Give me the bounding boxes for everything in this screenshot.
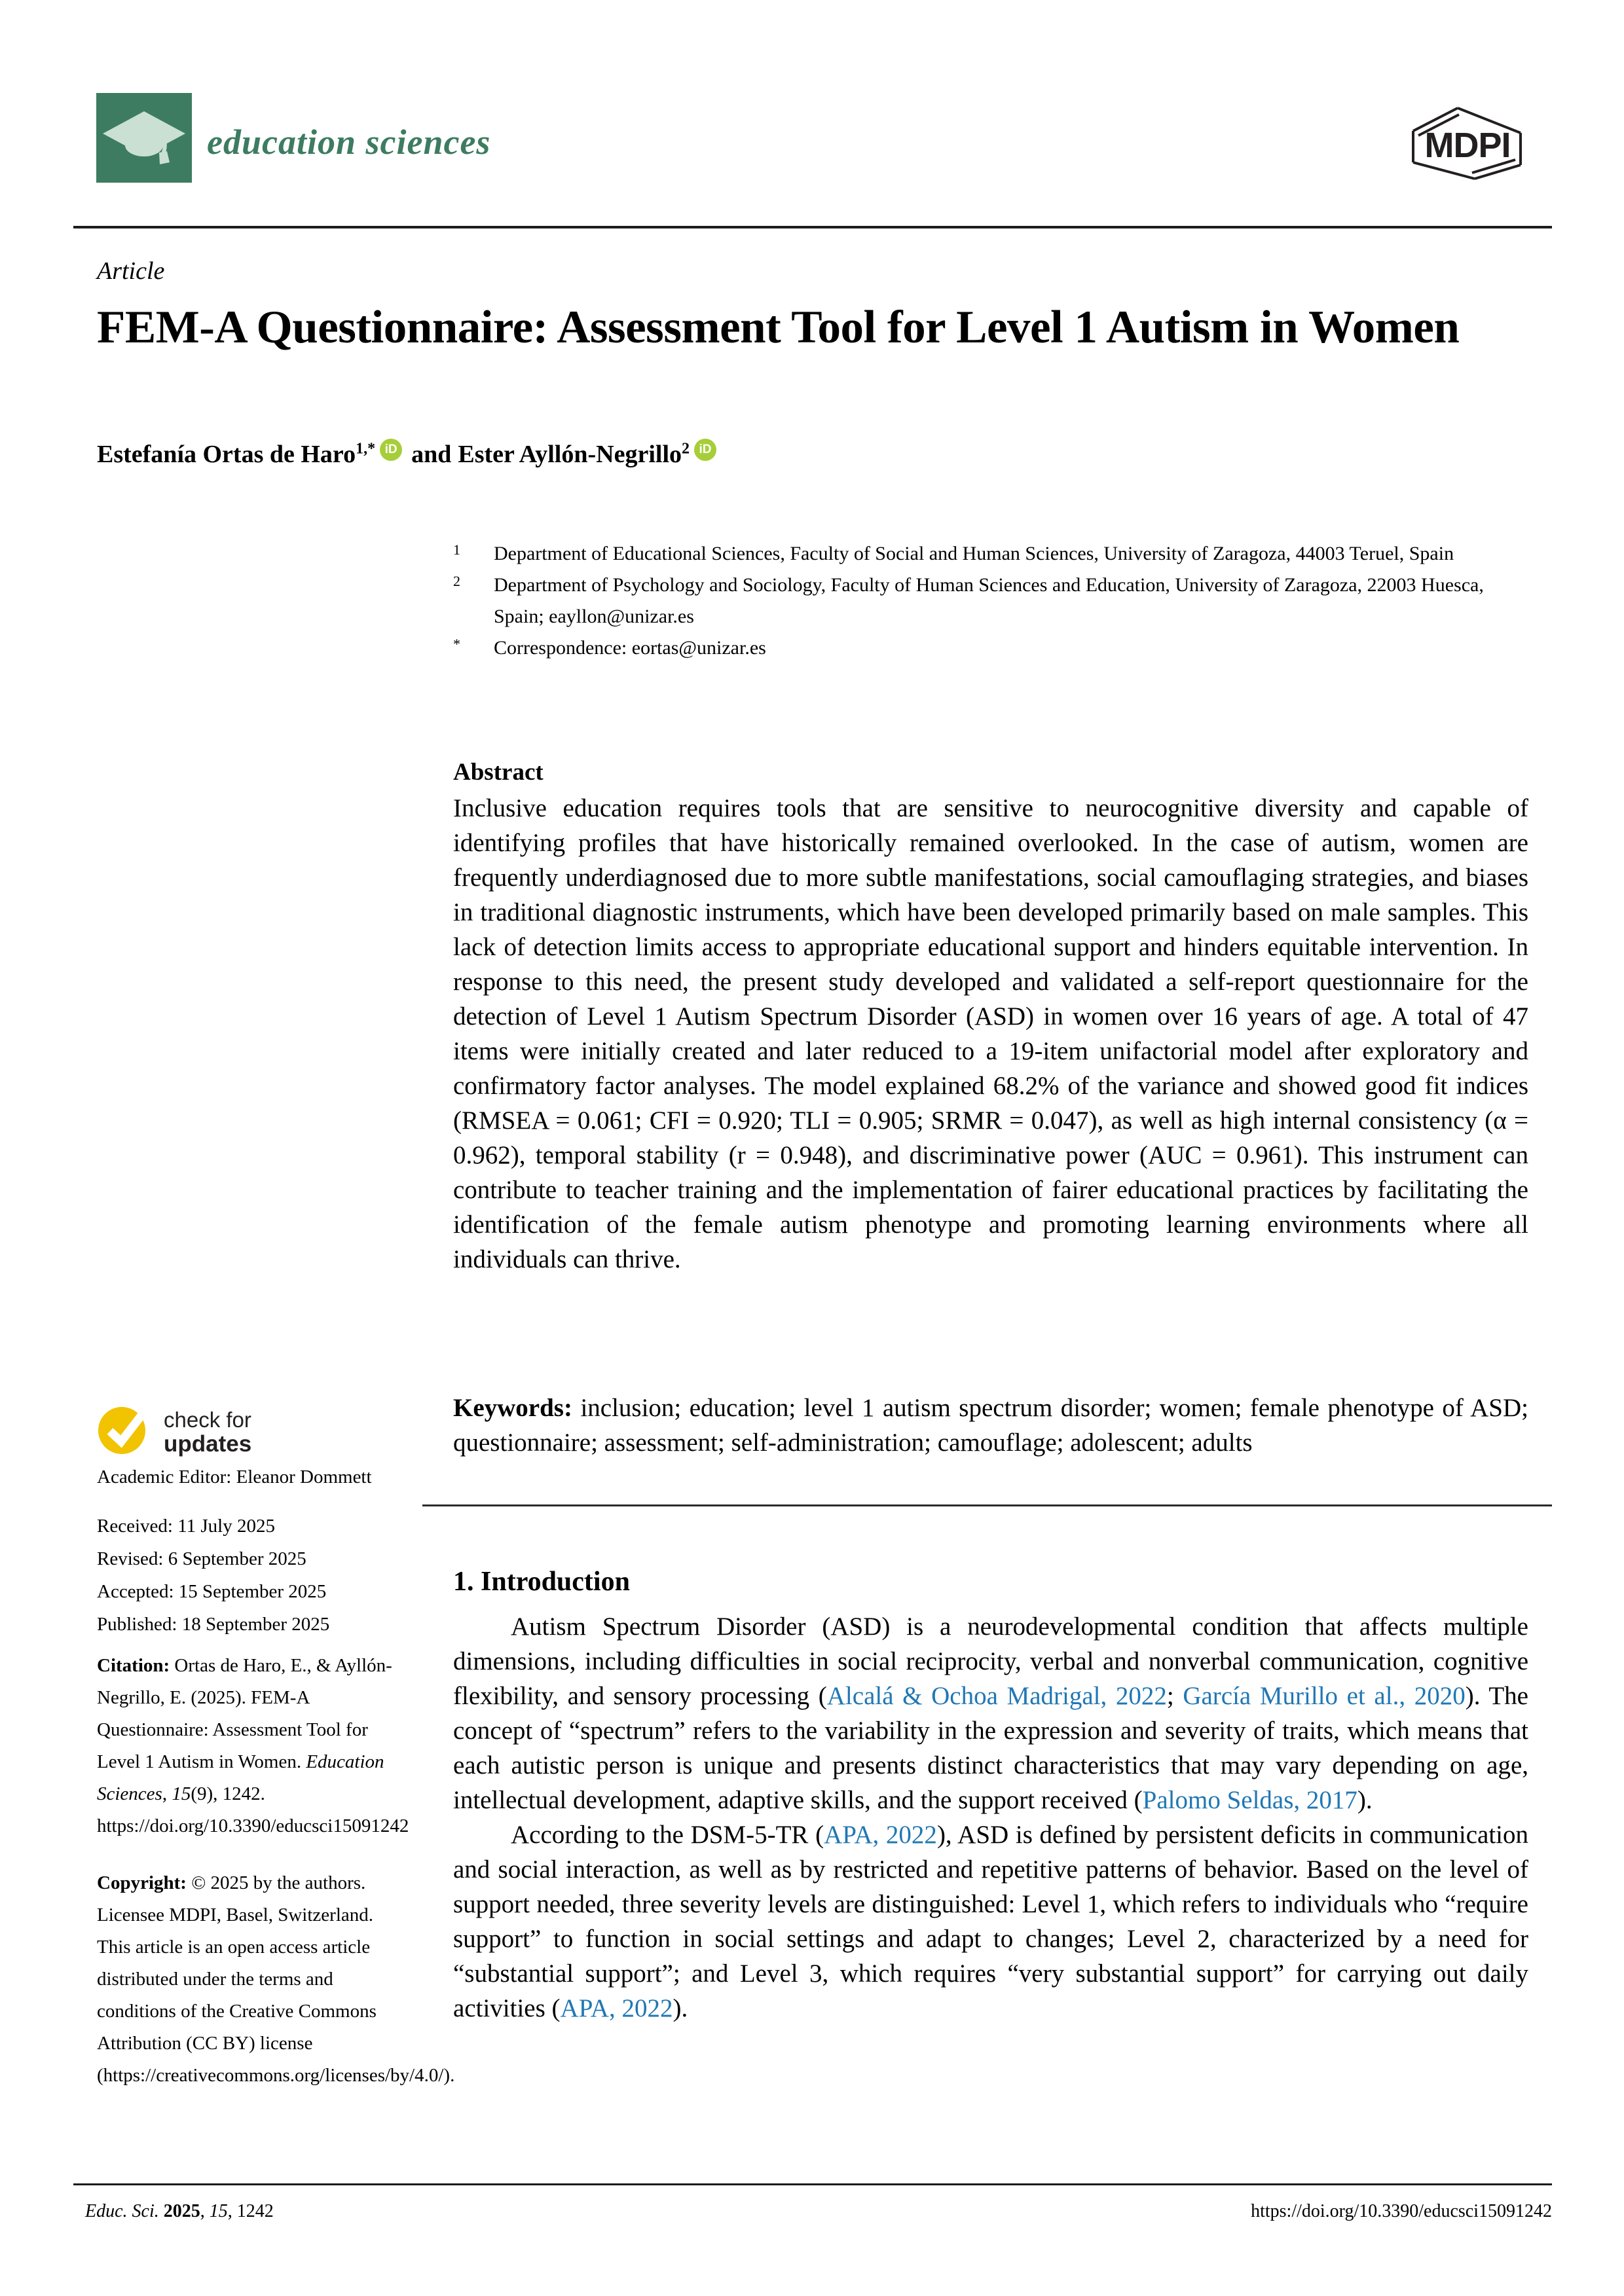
article-type-label: Article [97, 257, 165, 285]
citation-link[interactable]: García Murillo et al., 2020 [1183, 1682, 1466, 1710]
academic-editor: Academic Editor: Eleanor Dommett [97, 1467, 372, 1487]
correspondence-marker: * [453, 636, 460, 652]
copyright-block [97, 1867, 455, 2092]
introduction-body [453, 1609, 1528, 2026]
author-name-1: Estefanía Ortas de Haro [97, 441, 356, 468]
keywords [453, 1391, 1528, 1460]
citation-label: Citation: [97, 1655, 175, 1676]
affiliation-text: Department of Psychology and Sociology, Faculty of Human Sciences and Education, University of Zaragoza, 22003 Huesca, Spain; eayllon@unizar.es [494, 574, 1484, 627]
citation-link[interactable]: APA, 2022 [560, 1994, 673, 2022]
citation-link[interactable]: Alcalá & Ochoa Madrigal, 2022 [826, 1682, 1167, 1710]
copyright-label: Copyright: [97, 1872, 192, 1893]
author-affil-sup-2: 2 [682, 440, 690, 458]
author-name-2: Ester Ayllón-Negrillo [458, 441, 682, 468]
keywords-text: inclusion; education; level 1 autism spectrum disorder; women; female phenotype of ASD; questionnaire; assessment; self-administration; camouflage; adolescent; adults [453, 1394, 1528, 1457]
abstract-heading: Abstract [453, 759, 544, 786]
affiliation-row [453, 538, 1528, 570]
published-date: Published: 18 September 2025 [97, 1614, 330, 1635]
citation-link[interactable]: APA, 2022 [824, 1821, 937, 1849]
citation-text: Ortas de Haro, E., & Ayllón-Negrillo, E. (2025). FEM-A Questionnaire: Assessment Tool for Level 1 Autism in Women. Education Sciences, 15(9), 1242. https://doi.org/10.3390/educsci15091242 [97, 1655, 409, 1836]
copyright-text: © 2025 by the authors. Licensee MDPI, Basel, Switzerland. This article is an open access article distributed under the terms and conditions of the Creative Commons Attribution (CC BY) license (https://creativecommons.org/licenses/by/4.0/). [97, 1872, 455, 2086]
page-title: FEM-A Questionnaire: Assessment Tool for Level 1 Autism in Women [97, 302, 1460, 353]
orcid-icon[interactable]: iD [380, 439, 402, 461]
check-mark-icon [97, 1402, 157, 1456]
check-for-updates-button[interactable] [97, 1402, 251, 1456]
keywords-label: Keywords: [453, 1394, 572, 1422]
affiliation-text: Department of Educational Sciences, Faculty of Social and Human Sciences, University of Zaragoza, 44003 Teruel, Spain [494, 543, 1454, 564]
intro-paragraph-2: According to the DSM-5-TR (APA, 2022), ASD is defined by persistent deficits in communication and social interaction, as well as by restricted and repetitive patterns of behavior. Based on the level of support needed, three severity levels are distinguished: Level 1, which refers to individuals who “require support” to function in social settings and adapt to changes; Level 2, characterized by a need for “substantial support”; and Level 3, which requires “very substantial support” for carrying out daily activities (APA, 2022). [453, 1821, 1528, 2022]
page-footer [85, 2201, 1552, 2222]
accepted-date: Accepted: 15 September 2025 [97, 1581, 327, 1602]
footer-doi-link[interactable]: https://doi.org/10.3390/educsci15091242 [1251, 2201, 1552, 2221]
received-date: Received: 11 July 2025 [97, 1516, 275, 1537]
abstract-text: Inclusive education requires tools that are sensitive to neurocognitive diversity and capable of identifying profiles that have historically remained overlooked. In the case of autism, women are frequently underdiagnosed due to more subtle manifestations, social camouflaging strategies, and biases in traditional diagnostic instruments, which have been developed primarily based on male samples. This lack of detection limits access to appropriate educational support and hinders equitable intervention. In response to this need, the present study developed and validated a self-report questionnaire for the detection of Level 1 Autism Spectrum Disorder (ASD) in women over 16 years of age. A total of 47 items were initially created and later reduced to a 19-item unifactorial model after exploratory and confirmatory factor analyses. The model explained 68.2% of the variance and showed good fit indices (RMSEA = 0.061; CFI = 0.920; TLI = 0.905; SRMR = 0.047), as well as high internal consistency (α = 0.962), temporal stability (r = 0.948), and discriminative power (AUC = 0.961). This instrument can contribute to teacher training and the implementation of fairer educational practices by facilitating the identification of the female autism phenotype and promoting learning environments where all individuals can thrive. [453, 794, 1528, 1273]
journal-logo [96, 93, 192, 183]
correspondence-text: Correspondence: eortas@unizar.es [494, 637, 766, 659]
footer-rule [73, 2183, 1552, 2185]
affiliation-row [453, 570, 1528, 632]
keywords-divider [422, 1504, 1552, 1506]
affiliations [453, 538, 1528, 664]
affiliation-marker: 2 [453, 573, 460, 589]
header-rule [73, 226, 1552, 228]
affiliation-marker: 1 [453, 541, 460, 558]
citation-link[interactable]: Palomo Seldas, 2017 [1142, 1786, 1357, 1814]
authors-conjunction: and [411, 441, 452, 468]
author-affil-sup-1: 1,* [356, 440, 376, 458]
affiliation-row [453, 632, 1528, 664]
svg-text:MDPI: MDPI [1424, 126, 1511, 165]
article-dates [97, 1510, 407, 1641]
journal-name: education sciences [207, 122, 491, 162]
footer-journal-ref: Educ. Sci. 2025, 15, 1242 [85, 2201, 274, 2221]
graduation-cap-icon [96, 93, 192, 183]
authors-line [97, 440, 716, 470]
revised-date: Revised: 6 September 2025 [97, 1548, 306, 1569]
section-heading-introduction: 1. Introduction [453, 1567, 630, 1597]
citation-block [97, 1650, 409, 1842]
mdpi-logo [1409, 105, 1526, 182]
check-for-updates-label: check for updates [164, 1408, 252, 1457]
orcid-icon[interactable]: iD [694, 439, 716, 461]
intro-paragraph-1: Autism Spectrum Disorder (ASD) is a neurodevelopmental condition that affects multiple dimensions, including difficulties in social reciprocity, verbal and nonverbal communication, cognitive flexibility, and sensory processing (Alcalá & Ochoa Madrigal, 2022; García Murillo et al., 2020). The concept of “spectrum” refers to the variability in the expression and severity of traits, which means that each autistic person is unique and presents distinct characteristics that may vary depending on age, intellectual development, adaptive skills, and the support received (Palomo Seldas, 2017). [453, 1613, 1528, 1814]
